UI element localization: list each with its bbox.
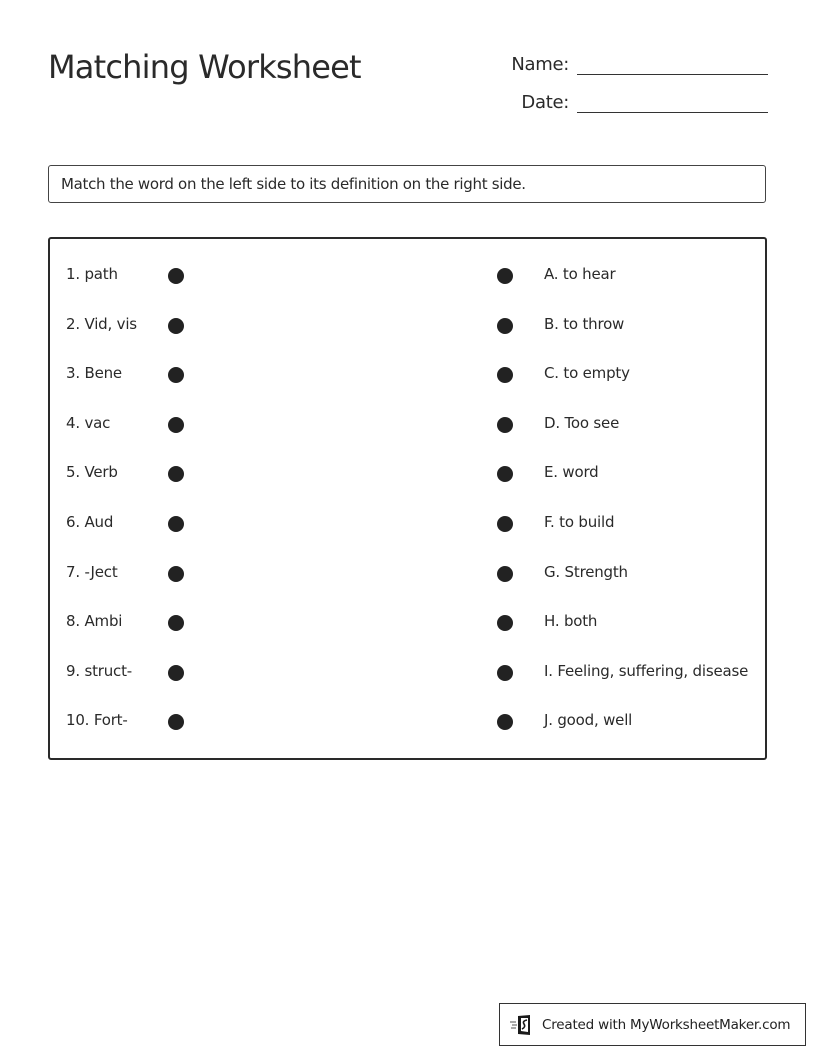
name-label: Name: xyxy=(511,54,569,75)
definition-label: F. to build xyxy=(544,513,615,531)
definition-label: D. Too see xyxy=(544,414,620,432)
definition-dot-icon xyxy=(497,615,513,631)
worksheet-maker-logo-icon xyxy=(510,1014,534,1036)
match-row xyxy=(50,563,765,587)
definition-dot-icon xyxy=(497,566,513,582)
definition-dot-icon xyxy=(497,665,513,681)
date-field xyxy=(489,90,768,113)
term-dot-icon xyxy=(168,665,184,681)
definition-dot-icon xyxy=(497,318,513,334)
term-label: 10. Fort- xyxy=(66,711,128,729)
name-field xyxy=(489,52,768,75)
term-dot-icon xyxy=(168,417,184,433)
definition-dot-icon xyxy=(497,714,513,730)
date-label: Date: xyxy=(521,92,569,113)
term-dot-icon xyxy=(168,566,184,582)
match-row xyxy=(50,612,765,636)
definition-dot-icon xyxy=(497,466,513,482)
term-label: 8. Ambi xyxy=(66,612,123,630)
definition-dot-icon xyxy=(497,367,513,383)
term-dot-icon xyxy=(168,615,184,631)
page-title: Matching Worksheet xyxy=(48,48,361,86)
definition-dot-icon xyxy=(497,417,513,433)
name-blank-line xyxy=(577,52,768,75)
definition-label: G. Strength xyxy=(544,563,628,581)
definition-label: H. both xyxy=(544,612,598,630)
term-label: 9. struct- xyxy=(66,662,132,680)
term-label: 4. vac xyxy=(66,414,111,432)
matching-box xyxy=(48,237,767,760)
definition-dot-icon xyxy=(497,516,513,532)
definition-label: B. to throw xyxy=(544,315,625,333)
match-row xyxy=(50,513,765,537)
term-label: 5. Verb xyxy=(66,463,118,481)
definition-dot-icon xyxy=(497,268,513,284)
match-row xyxy=(50,315,765,339)
term-label: 6. Aud xyxy=(66,513,114,531)
match-row xyxy=(50,414,765,438)
term-dot-icon xyxy=(168,367,184,383)
definition-label: I. Feeling, suffering, disease xyxy=(544,662,749,680)
term-dot-icon xyxy=(168,268,184,284)
term-label: 3. Bene xyxy=(66,364,122,382)
match-row xyxy=(50,463,765,487)
match-row xyxy=(50,711,765,735)
definition-label: C. to empty xyxy=(544,364,630,382)
match-row xyxy=(50,662,765,686)
definition-label: A. to hear xyxy=(544,265,616,283)
date-blank-line xyxy=(577,90,768,113)
term-dot-icon xyxy=(168,466,184,482)
footer-credit-badge[interactable] xyxy=(499,1003,806,1046)
match-row xyxy=(50,364,765,388)
definition-label: J. good, well xyxy=(544,711,633,729)
term-label: 7. -Ject xyxy=(66,563,118,581)
term-dot-icon xyxy=(168,318,184,334)
footer-credit-text: Created with MyWorksheetMaker.com xyxy=(542,1016,791,1033)
term-label: 1. path xyxy=(66,265,118,283)
term-dot-icon xyxy=(168,714,184,730)
definition-label: E. word xyxy=(544,463,599,481)
term-dot-icon xyxy=(168,516,184,532)
term-label: 2. Vid, vis xyxy=(66,315,137,333)
instructions-box: Match the word on the left side to its definition on the right side. xyxy=(48,165,766,203)
match-row xyxy=(50,265,765,289)
